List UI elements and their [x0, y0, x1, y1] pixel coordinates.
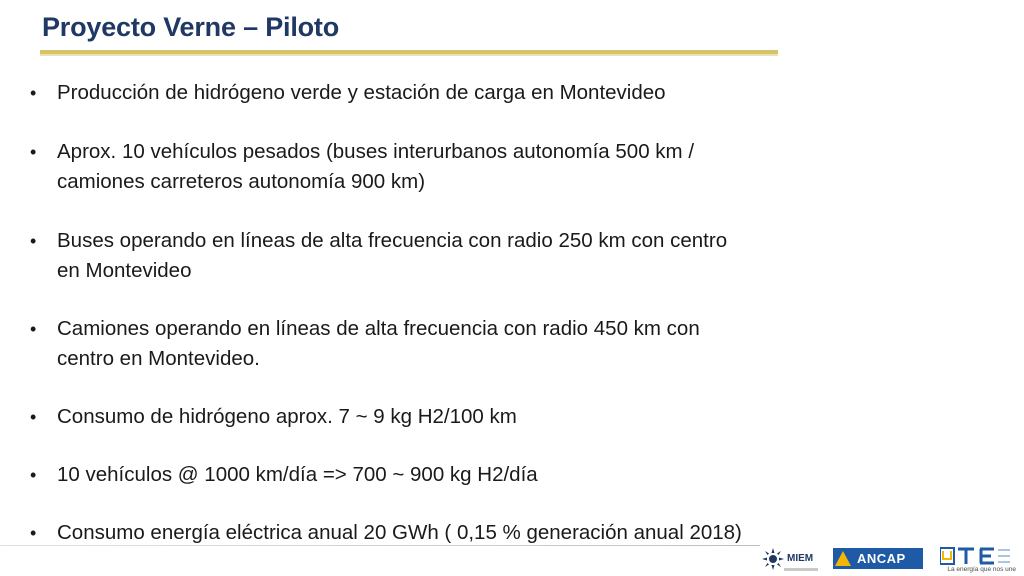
miem-text-block [784, 548, 818, 571]
bullet-text: Consumo energía eléctrica anual 20 GWh ( 0,15 % generación anual 2018) [57, 521, 742, 544]
bullet-dot-icon: • [30, 83, 37, 103]
bullet-dot-icon: • [30, 407, 37, 427]
bullet-text: 10 vehículos @ 1000 km/día => 700 ~ 900 kg H2/día [57, 463, 538, 486]
bullet-text: Consumo de hidrógeno aprox. 7 ~ 9 kg H2/100 km [57, 405, 517, 428]
bullet-item [30, 226, 727, 286]
bullet-dot-icon: • [30, 319, 37, 339]
bullet-text-continuation: camiones carreteros autonomía 900 km) [57, 170, 426, 193]
title-underline-shadow [40, 54, 778, 56]
bullet-item [30, 137, 694, 197]
miem-sun-icon [762, 548, 784, 570]
bullet-text-continuation: en Montevideo [57, 259, 192, 282]
miem-label: MIEM [787, 552, 814, 564]
bullet-dot-icon: • [30, 142, 37, 162]
bullet-text-continuation: centro en Montevideo. [57, 347, 260, 370]
ancap-triangle-icon [833, 548, 853, 569]
ute-logo [936, 544, 1016, 576]
bullet-text: Buses operando en líneas de alta frecuencia con radio 250 km con centro [57, 229, 728, 252]
ancap-logo [833, 548, 923, 569]
ute-tagline: La energía que nos une [947, 566, 1016, 573]
bullet-item [30, 78, 666, 108]
bullet-item [30, 460, 538, 490]
footer-divider [0, 545, 760, 546]
ancap-label: ANCAP [857, 551, 906, 566]
bullet-dot-icon: • [30, 231, 37, 251]
bullet-item [30, 314, 700, 374]
miem-subtext-bar [784, 568, 818, 571]
ute-mark-icon [940, 546, 1012, 566]
miem-logo [762, 546, 828, 572]
bullet-dot-icon: • [30, 465, 37, 485]
bullet-dot-icon: • [30, 523, 37, 543]
bullet-text: Producción de hidrógeno verde y estación de carga en Montevideo [57, 81, 666, 104]
bullet-item [30, 518, 742, 548]
bullet-item [30, 402, 517, 432]
bullet-text: Aprox. 10 vehículos pesados (buses interurbanos autonomía 500 km / [57, 140, 695, 163]
slide-title: Proyecto Verne – Piloto [42, 12, 340, 42]
bullet-text: Camiones operando en líneas de alta frecuencia con radio 450 km con [57, 317, 700, 340]
